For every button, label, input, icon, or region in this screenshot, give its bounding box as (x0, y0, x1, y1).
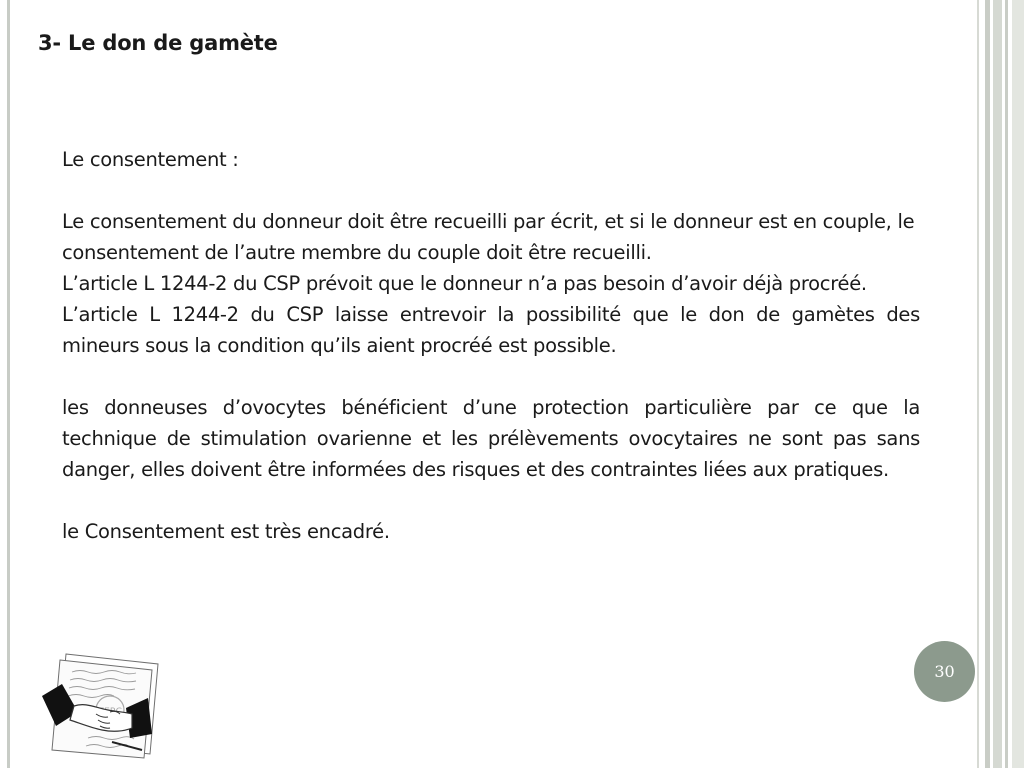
slide-body (62, 144, 920, 547)
slide-title: 3- Le don de gamète (38, 31, 278, 55)
right-frame-band (1012, 0, 1024, 768)
body-paragraph: Le consentement du donneur doit être recueilli par écrit, et si le donneur est en couple, le consentement de l’autre membre du couple doit être recueilli. (62, 210, 915, 264)
right-frame-band (977, 0, 979, 768)
paragraph-spacer (62, 175, 920, 206)
section-heading: Le consentement : (62, 148, 239, 171)
body-paragraph: les donneuses d’ovocytes bénéficient d’une protection particulière par ce que la technique de stimulation ovarienne et les prélèvements ovocytaires ne sont pas sans danger, elles doivent être informées des risques et des contraintes liées aux pratiques. (62, 396, 920, 481)
right-frame-band (993, 0, 1002, 768)
paragraph-spacer (62, 485, 920, 516)
body-paragraph: L’article L 1244-2 du CSP prévoit que le donneur n’a pas besoin d’avoir déjà procréé. (62, 272, 867, 295)
paragraph-spacer (62, 361, 920, 392)
handshake-contract-icon (38, 650, 163, 762)
page-number-badge: 30 (914, 641, 975, 702)
body-paragraph: L’article L 1244-2 du CSP laisse entrevoir la possibilité que le don de gamètes des mineurs sous la condition qu’ils aient procréé est possible. (62, 303, 920, 357)
right-frame-band (1005, 0, 1008, 768)
body-paragraph: le Consentement est très encadré. (62, 520, 390, 543)
right-frame-band (985, 0, 990, 768)
left-frame-line (7, 0, 10, 768)
